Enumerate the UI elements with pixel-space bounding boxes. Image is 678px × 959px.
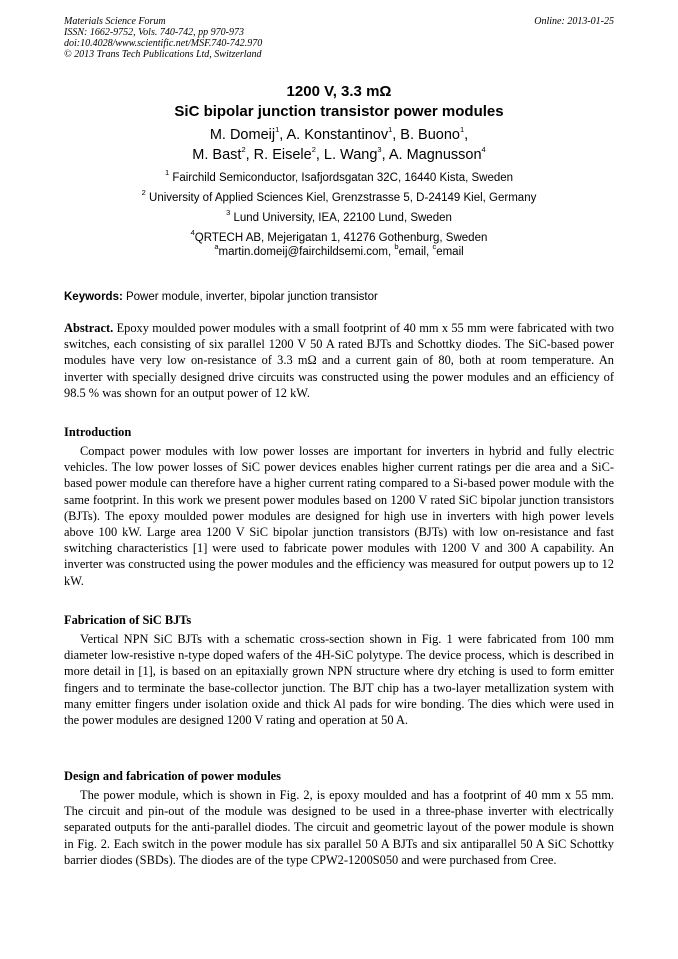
author-line-2 [64, 145, 614, 165]
section-design [64, 768, 614, 868]
section-heading: Introduction [64, 425, 132, 439]
email-sup: c [432, 242, 437, 252]
abstract-paragraph [64, 320, 614, 401]
author-affil-sup: 2 [241, 145, 246, 155]
affiliation-1 [64, 168, 614, 185]
author-affil-sup: 1 [275, 125, 280, 135]
keywords-label: Keywords: [64, 291, 123, 303]
email-sup: b [394, 242, 399, 252]
keywords-text: Power module, inverter, bipolar junction transistor [122, 291, 378, 303]
affiliation-sup: 4 [190, 228, 195, 238]
author-list [64, 125, 614, 165]
doi-line: doi:10.4028/www.scientific.net/MSF.740-742.970 [64, 38, 263, 49]
section-fabrication [64, 612, 614, 728]
email-address: martin.domeij@fairchildsemi.com, [218, 246, 395, 258]
affiliation-sup: 1 [164, 168, 170, 178]
copyright-line: © 2013 Trans Tech Publications Ltd, Switzerland [64, 49, 262, 60]
section-heading: Fabrication of SiC BJTs [64, 613, 192, 627]
affiliation-sup: 2 [141, 188, 146, 198]
email-line [64, 242, 614, 259]
author-line-1 [64, 125, 614, 145]
affiliation-3 [64, 208, 614, 225]
paper-title-line1: 1200 V, 3.3 mΩ [286, 83, 392, 100]
author-name: , A. Magnusson [381, 147, 482, 163]
keywords [64, 290, 614, 304]
abstract [64, 320, 614, 401]
affiliation-text: University of Applied Sciences Kiel, Grenzstrasse 5, D-24149 Kiel, Germany [145, 192, 537, 204]
affiliation-text: Lund University, IEA, 22100 Lund, Sweden [230, 212, 452, 224]
affiliation-sup: 3 [226, 208, 231, 218]
section-paragraph: The power module, which is shown in Fig. 2, is epoxy moulded and has a footprint of 40 mm x 55 mm. The circuit and pin-out of the module was designed to be used in a three-phase inverter with electrically separated outputs for the anti-parallel diodes. The circuit and geometric layout of the power module is shown in Fig. 2. Each switch in the power module has six parallel 50 A BJTs and six antiparallel 50 A SiC Schottky barrier diodes (SBDs). The diodes are of the type CPW2-1200S050 and were purchased from Cree. [64, 788, 614, 867]
affiliation-text: QRTECH AB, Mejerigatan 1, 41276 Gothenburg, Sweden [194, 232, 488, 244]
author-name: M. Bast [192, 147, 242, 163]
email-sup: a [214, 242, 219, 252]
email-address: email, [398, 246, 433, 258]
author-name: , L. Wang [315, 147, 378, 163]
author-name: , B. Buono [392, 127, 460, 143]
issn-line: ISSN: 1662-9752, Vols. 740-742, pp 970-973 [64, 27, 244, 38]
journal-name: Materials Science Forum [64, 16, 166, 27]
author-name: , A. Konstantinov [279, 127, 389, 143]
author-affil-sup: 3 [377, 145, 382, 155]
section-heading: Design and fabrication of power modules [64, 769, 281, 783]
abstract-text: Epoxy moulded power modules with a small footprint of 40 mm x 55 mm were fabricated with two switches, each consisting of six parallel 1200 V 50 A rated BJTs and Schottky diodes. The SiC-based power modules have very low on-resistance of 3.3 mΩ and a current gain of 80, both at room temperature. An inverter with specially designed drive circuits was constructed using the power modules and an efficiency of 98.5 % was shown for an output power of 12 kW. [64, 321, 614, 400]
section-introduction [64, 424, 614, 589]
email-address: email [436, 246, 464, 258]
title-block [64, 82, 614, 259]
author-separator: , [464, 127, 469, 143]
author-name: M. Domeij [209, 127, 276, 143]
author-affil-sup: 1 [459, 125, 465, 135]
affiliation-text: Fairchild Semiconductor, Isafjordsgatan 32C, 16440 Kista, Sweden [169, 172, 514, 184]
section-paragraph: Vertical NPN SiC BJTs with a schematic cross-section shown in Fig. 1 were fabricated from 100 mm diameter low-resistive n-type doped wafers of the 4H-SiC polytype. The device process, which is described in more detail in [1], is based on an epitaxially grown NPN structure where dry etching is used to form emitter fingers and to terminate the base-collector junction. The BJT chip has a two-layer metallization system with many emitter fingers under isolation oxide and thick Al pads for wire bonding. The dies which were used in the power modules are designed 1200 V rating and operation at 50 A. [64, 632, 614, 728]
author-affil-sup: 1 [388, 125, 393, 135]
paper-title-line2: SiC bipolar junction transistor power modules [174, 103, 504, 120]
affiliation-4 [64, 228, 614, 245]
section-paragraph: Compact power modules with low power losses are important for inverters in hybrid and fully electric vehicles. The low power losses of SiC power devices enables higher current ratings per die area and a SiC-based power module can therefore have a higher current rating compared to a Si-based power module with the same footprint. In this work we present power modules based on 1200 V rated SiC bipolar junction transistors (BJTs). The epoxy moulded power modules are designed for high use in inverters with high power levels above 100 kW. Large area 1200 V SiC bipolar junction transistors (BJTs) with low on-resistance and fast switching characteristics [1] were used to fabricate power modules with 1200 V and 300 A capability. An inverter was constructed using the power modules and the efficiency was measured for output powers up to 12 kW. [64, 444, 614, 588]
journal-header [64, 16, 262, 60]
abstract-label: Abstract. [64, 321, 114, 335]
author-affil-sup: 2 [311, 145, 316, 155]
author-affil-sup: 4 [481, 145, 486, 155]
affiliation-2 [64, 188, 614, 205]
author-name: , R. Eisele [245, 147, 312, 163]
online-date: Online: 2013-01-25 [534, 16, 614, 27]
